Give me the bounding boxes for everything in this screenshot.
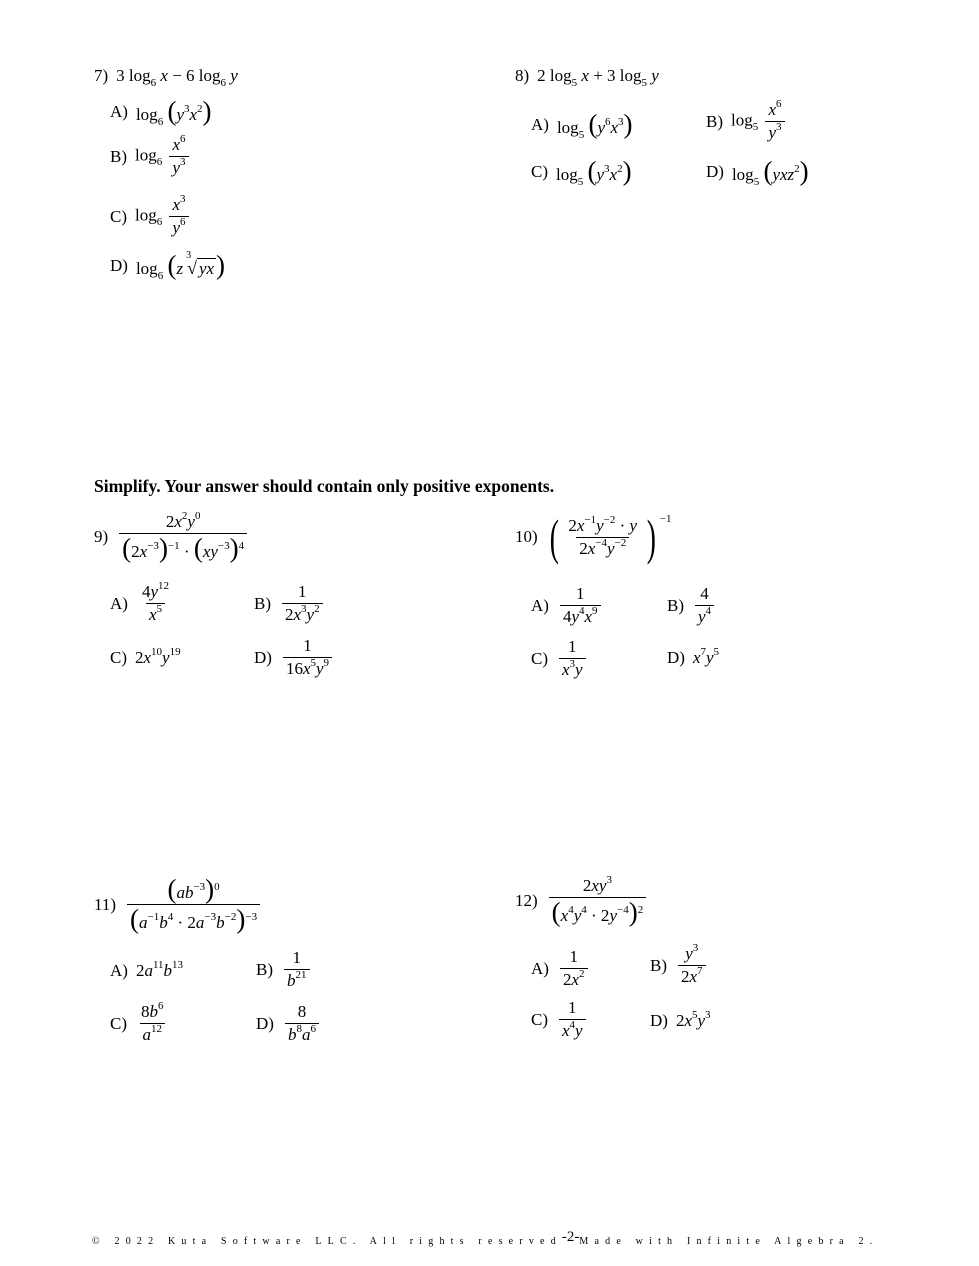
choice-label: D) bbox=[110, 255, 128, 275]
question-number: 9) bbox=[94, 527, 109, 546]
question-10 bbox=[515, 509, 672, 565]
choice-11a[interactable] bbox=[110, 961, 183, 981]
choice-expression: $\log_6 (z$ 3 √ yx) bbox=[135, 250, 226, 282]
question-number: 12) bbox=[515, 891, 538, 910]
problem-expression: $\frac{2xy^3}{(x^4y^4 \cdot 2y^{-4})^2}$ bbox=[549, 876, 647, 926]
choice-expression: $\log_6 (y^3x^2)$ bbox=[135, 96, 212, 128]
choice-expression: $\log_5 (yxz^2)$ bbox=[731, 156, 809, 188]
choice-11b[interactable] bbox=[256, 948, 313, 991]
choice-10b[interactable] bbox=[667, 584, 717, 627]
question-number: 7) bbox=[94, 66, 109, 85]
question-12 bbox=[515, 876, 649, 926]
made-with-text: Made with Infinite Algebra 2. bbox=[579, 1236, 879, 1247]
choice-label: B) bbox=[256, 959, 273, 979]
choice-10c[interactable] bbox=[531, 637, 589, 680]
choice-12c[interactable] bbox=[531, 998, 589, 1041]
choice-expression: $x^7y^5$ bbox=[692, 646, 720, 667]
question-number: 11) bbox=[94, 894, 117, 914]
choice-label: D) bbox=[706, 161, 724, 181]
choice-label: A) bbox=[531, 595, 549, 615]
copyright-text: © 2022 Kuta Software LLC. All rights reserved bbox=[92, 1236, 562, 1247]
choice-expression: $\frac{8b^6}{a^{12}}$ bbox=[141, 1000, 164, 1044]
choice-label: C) bbox=[110, 1013, 127, 1033]
choice-expression: $2a^{11}b^{13}$ bbox=[135, 959, 184, 980]
choice-expression: $\frac{8}{b^8a^6}$ bbox=[285, 1002, 319, 1045]
choice-expression: $\log_5 (y^3x^2)$ bbox=[556, 156, 632, 188]
choice-expression: $\frac{1}{b^{21}}$ bbox=[284, 948, 310, 991]
choice-label: A) bbox=[110, 961, 128, 980]
choice-label: A) bbox=[110, 101, 128, 121]
problem-expression: ( $\frac{2x^{-1}y^{-2} \cdot y}{2x^{-4}y^{-2}}$ ) −1 bbox=[549, 509, 672, 565]
choice-expression: $\frac{4}{y^4}$ bbox=[695, 584, 714, 627]
choice-label: A) bbox=[110, 593, 128, 613]
choice-9c[interactable] bbox=[110, 648, 181, 668]
choice-expression: $\log_5 (y^6x^3)$ bbox=[556, 109, 633, 141]
choice-label: D) bbox=[256, 1013, 274, 1033]
problem-expression: $\frac{2x^2y^0}{(2x^{-3})^{-1} \cdot (xy^{-3})^4}$ bbox=[119, 512, 247, 562]
choice-expression: $\frac{1}{2x^3y^2}$ bbox=[282, 582, 323, 625]
choice-label: A) bbox=[531, 114, 549, 134]
choice-12b[interactable] bbox=[650, 944, 709, 987]
choice-expression: $\frac{y^3}{2x^7}$ bbox=[678, 944, 706, 987]
choice-7c[interactable] bbox=[110, 195, 192, 238]
choice-9d[interactable] bbox=[254, 636, 335, 679]
choice-label: D) bbox=[254, 647, 272, 667]
problem-expression: $\frac{(ab^{-3})^0}{(a^{-1}b^4 \cdot 2a^{-3}b^{-2})^{-3}}$ bbox=[127, 876, 260, 933]
choice-9b[interactable] bbox=[254, 582, 326, 625]
footer bbox=[92, 1229, 879, 1249]
question-number: 8) bbox=[515, 66, 530, 85]
section-heading: Simplify. Your answer should contain only positive exponents. bbox=[94, 476, 555, 496]
choice-expression: $\frac{1}{x^3y}$ bbox=[559, 637, 586, 680]
choice-label: D) bbox=[667, 648, 685, 667]
choice-expression: $\frac{1}{4y^4x^9}$ bbox=[560, 584, 601, 627]
choice-8c[interactable] bbox=[531, 156, 632, 188]
choice-label: B) bbox=[254, 593, 271, 613]
choice-label: C) bbox=[531, 1009, 548, 1029]
choice-12d[interactable] bbox=[650, 1011, 711, 1031]
choice-label: A) bbox=[531, 958, 549, 978]
choice-8a[interactable] bbox=[531, 109, 633, 141]
choice-10a[interactable] bbox=[531, 584, 604, 627]
problem-expression: 3 $\log_6 x - 6$ $\log_6 y$ bbox=[116, 66, 238, 89]
choice-11c[interactable] bbox=[110, 1002, 170, 1045]
choice-label: B) bbox=[110, 146, 127, 166]
choice-12a[interactable] bbox=[531, 947, 591, 990]
choice-expression: $\log_5$ $\frac{x^6}{y^3}$ bbox=[731, 100, 788, 143]
choice-9a[interactable] bbox=[110, 582, 175, 625]
page-number: -2- bbox=[561, 1229, 580, 1245]
question-8 bbox=[515, 66, 659, 89]
choice-expression: $\log_6$ $\frac{x^3}{y^6}$ bbox=[135, 195, 192, 238]
choice-7a[interactable] bbox=[110, 96, 212, 128]
question-9 bbox=[94, 512, 250, 562]
choice-label: B) bbox=[667, 595, 684, 615]
choice-label: D) bbox=[650, 1011, 668, 1030]
choice-expression: $\frac{1}{x^4y}$ bbox=[559, 998, 586, 1041]
choice-expression: $2x^5y^3$ bbox=[675, 1009, 711, 1030]
choice-label: C) bbox=[531, 648, 548, 668]
question-number: 10) bbox=[515, 527, 538, 546]
choice-label: B) bbox=[650, 955, 667, 975]
choice-expression: $\frac{1}{16x^5y^9}$ bbox=[283, 636, 332, 679]
choice-expression: $\frac{1}{2x^2}$ bbox=[560, 947, 588, 990]
choice-label: C) bbox=[110, 206, 127, 226]
choice-8b[interactable] bbox=[706, 100, 788, 143]
choice-7b[interactable] bbox=[110, 135, 192, 178]
choice-expression: $\log_6$ $\frac{x^6}{y^3}$ bbox=[135, 135, 192, 178]
choice-expression: $\frac{4y^{12}}{x^5}$ bbox=[141, 580, 169, 624]
choice-expression: $2x^{10}y^{19}$ bbox=[135, 646, 181, 667]
choice-8d[interactable] bbox=[706, 156, 809, 188]
question-7 bbox=[94, 66, 238, 89]
choice-label: C) bbox=[110, 648, 127, 667]
choice-10d[interactable] bbox=[667, 648, 719, 668]
question-11 bbox=[94, 876, 263, 933]
choice-7d[interactable] bbox=[110, 250, 226, 282]
choice-label: B) bbox=[706, 111, 723, 131]
choice-label: C) bbox=[531, 161, 548, 181]
choice-11d[interactable] bbox=[256, 1002, 322, 1045]
problem-expression: 2 $\log_5 x + 3$ $\log_5 y$ bbox=[537, 66, 659, 89]
